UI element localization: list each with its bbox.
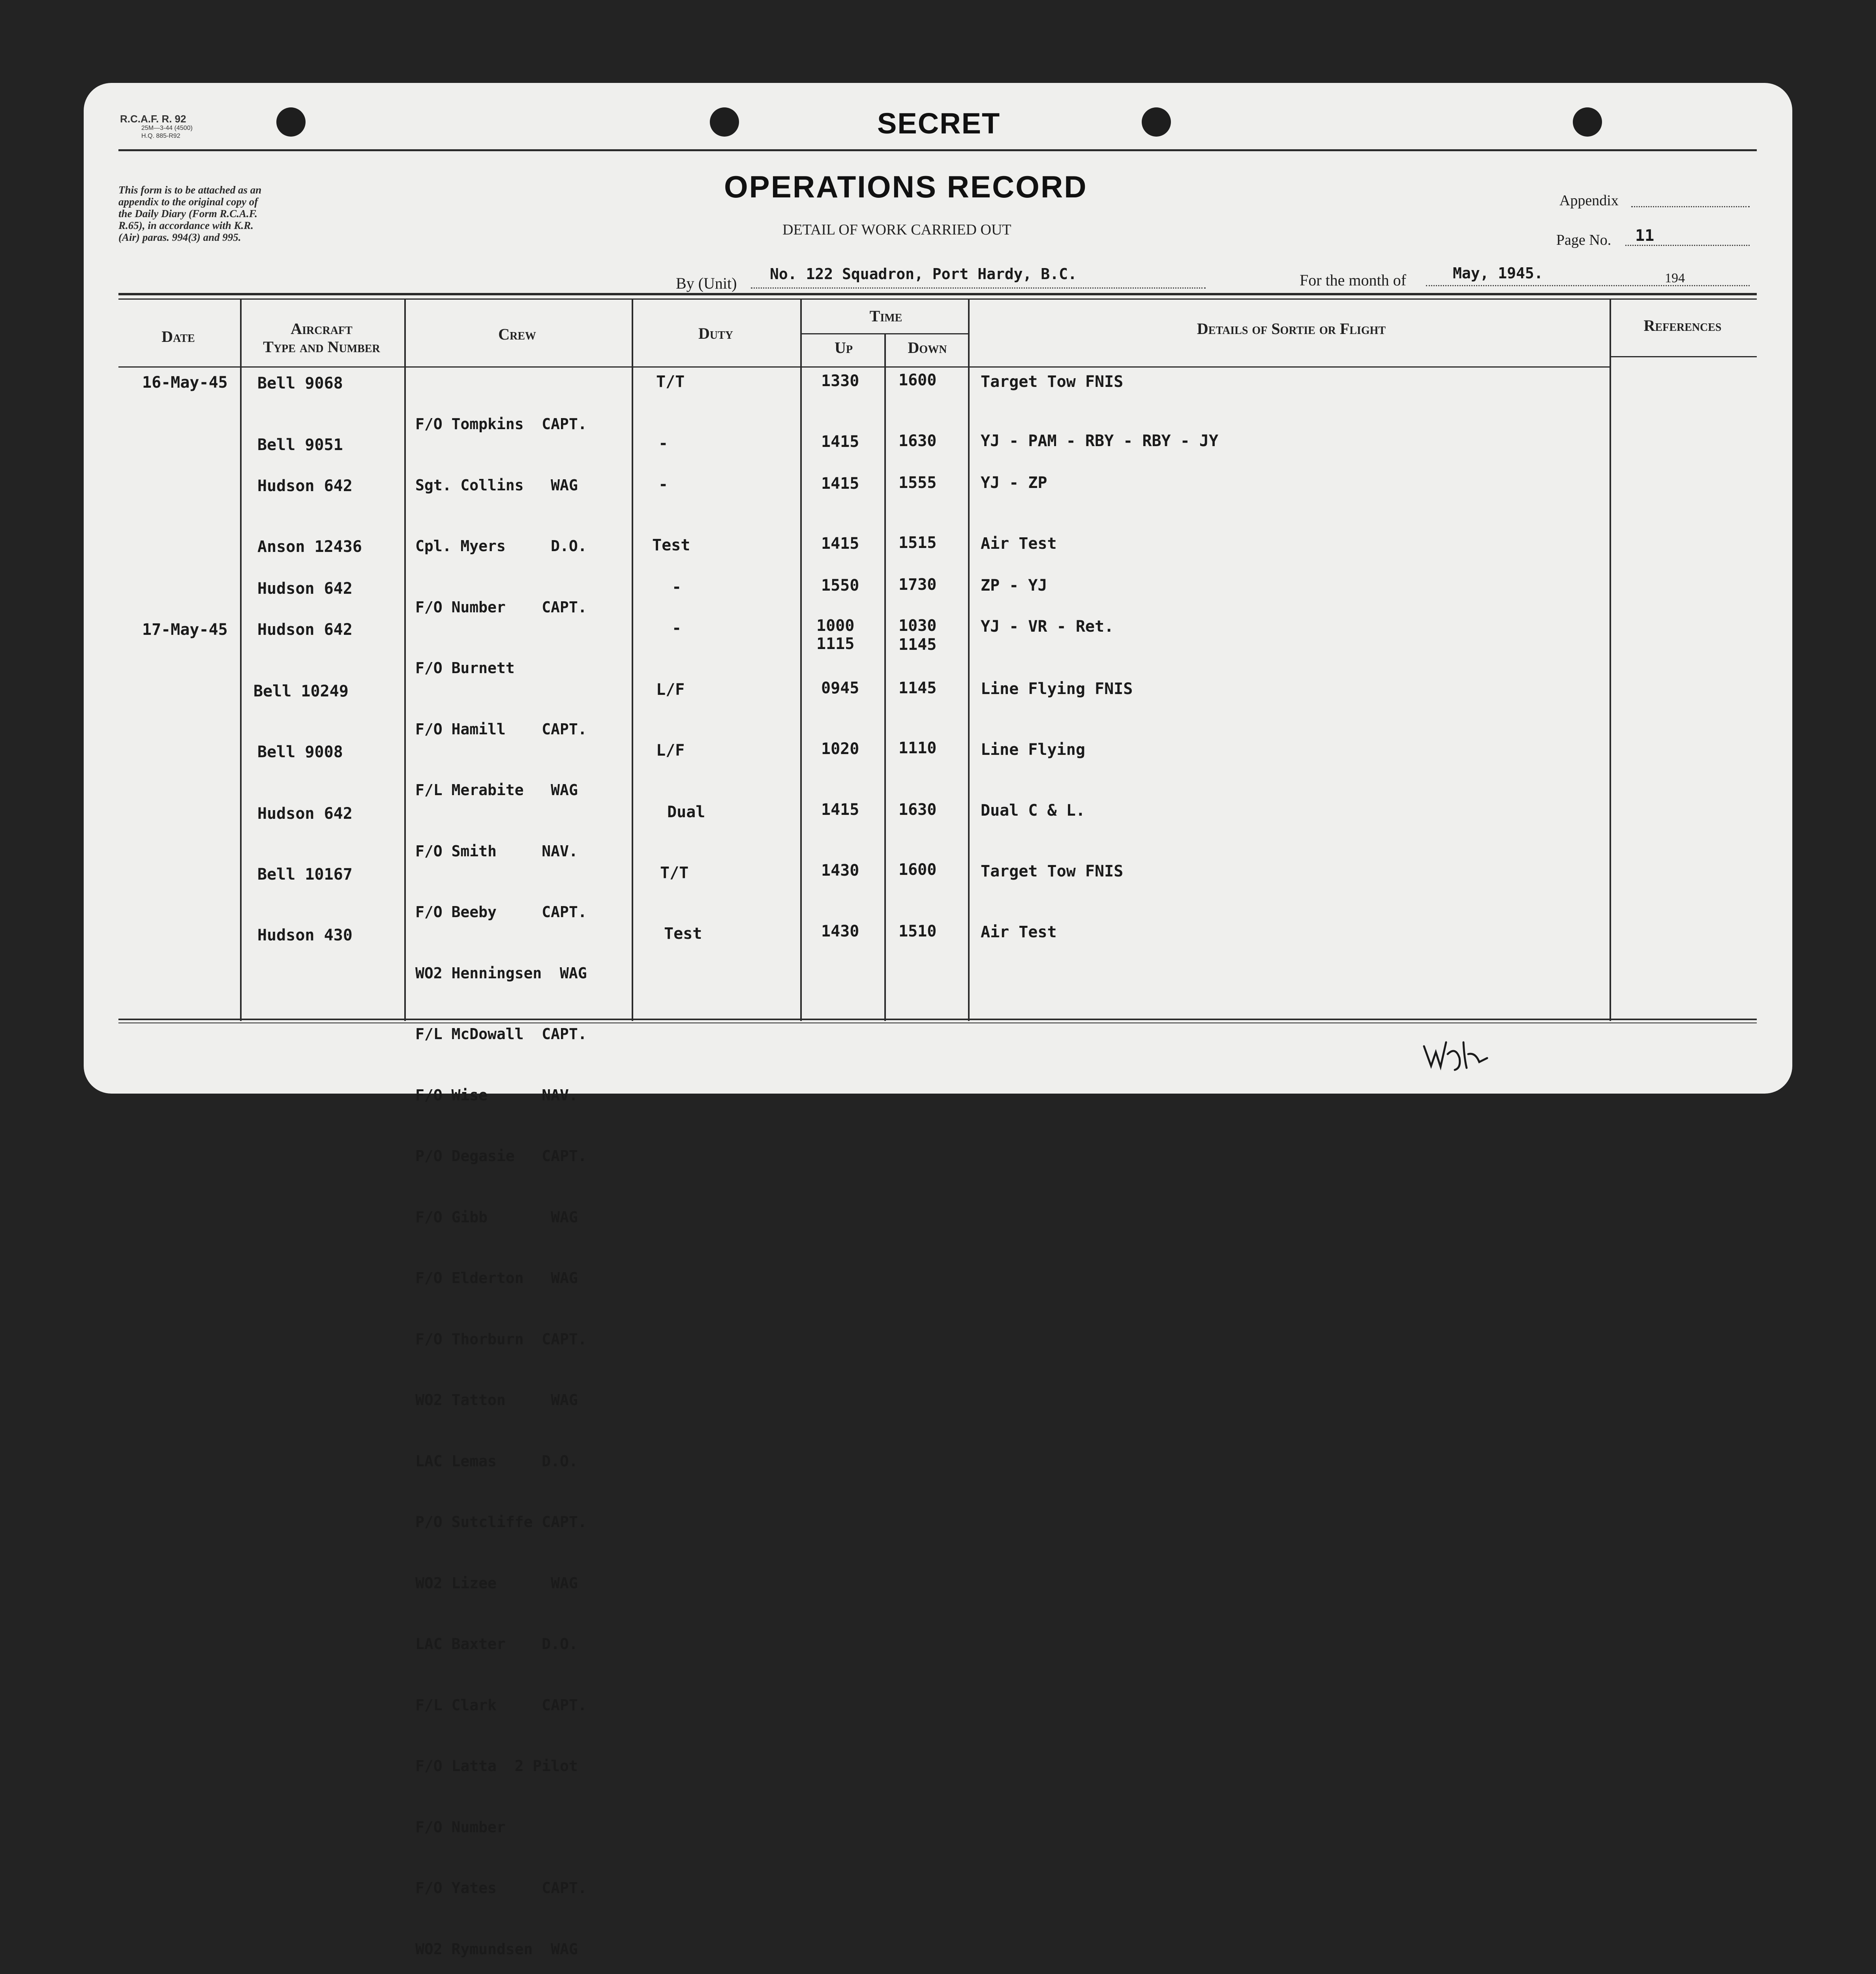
table-top-rule-2 [118,298,1757,300]
entry-details: Dual C & L. [981,801,1085,820]
crew-line: F/O Yates CAPT. [415,1879,587,1897]
crew-line: F/O Latta 2 Pilot [415,1757,578,1775]
crew-line: Cpl. Myers D.O. [415,537,587,555]
crew-line: F/O Number [415,1818,506,1836]
entry-up: 1430 [821,861,859,880]
entry-duty: T/T [656,373,685,391]
entry-details: Line Flying FNIS [981,680,1133,698]
operations-record-form [84,83,1792,1958]
note-line: (Air) paras. 994(3) and 995. [118,231,241,243]
month-field [1426,285,1750,286]
header-time: Time [869,307,902,325]
entry-duty: L/F [656,741,685,760]
entry-aircraft: Bell 10249 [253,682,349,700]
entry-up: 1430 [821,922,859,940]
entry-duty: Dual [667,803,705,821]
month-value: May, 1945. [1453,265,1543,282]
crew-line: LAC Baxter D.O. [415,1635,578,1653]
page-subtitle: DETAIL OF WORK CARRIED OUT [782,221,1011,238]
entry-details: YJ - PAM - RBY - RBY - JY [981,432,1219,450]
entry-down: 1630 [899,801,937,819]
entry-down: 1030 [899,617,937,635]
note-line: appendix to the original copy of [118,196,258,208]
crew-line: WO2 Henningsen WAG [415,964,587,982]
entry-down: 1515 [899,534,937,552]
entry-details: YJ - ZP [981,474,1047,492]
entry-aircraft: Bell 9008 [257,743,343,761]
entry-duty: Test [664,925,702,943]
entry-details: Target Tow FNIS [981,862,1124,880]
entry-aircraft: Hudson 642 [257,621,353,639]
crew-line: F/O Elderton WAG [415,1269,578,1287]
form-code: R.C.A.F. R. 92 [120,113,186,125]
crew-line: F/O Burnett [415,659,515,677]
unit-value: No. 122 Squadron, Port Hardy, B.C. [770,265,1077,283]
entry-up: 1415 [821,801,859,819]
note-line: the Daily Diary (Form R.C.A.F. [118,208,258,220]
secret-label: SECRET [877,107,1001,140]
entry-duty: - [672,578,682,596]
entry-down: 1145 [899,636,937,654]
entry-details: ZP - YJ [981,576,1047,595]
entry-aircraft: Bell 10167 [257,865,353,884]
page-number-value: 11 [1635,227,1655,245]
month-label: For the month of [1300,271,1406,289]
entry-up: 1115 [816,635,855,653]
time-subheader-rule [800,333,969,334]
form-code-line2: 25M—3-44 (4500) [141,125,193,131]
entry-duty: L/F [656,681,685,699]
appendix-field [1631,206,1750,207]
entry-date: 16-May-45 [142,373,228,392]
attachment-note [118,184,261,243]
crew-line: F/L Merabite WAG [415,781,578,799]
entry-down: 1630 [899,432,937,450]
entry-aircraft: Hudson 430 [257,926,353,944]
crew-line: WO2 Rymundsen WAG [415,1940,578,1958]
entry-down: 1145 [899,679,937,697]
page-title: OPERATIONS RECORD [724,169,1088,204]
entry-aircraft: Bell 9068 [257,374,343,392]
unit-label: By (Unit) [676,274,737,292]
punch-hole [1573,107,1602,137]
header-date: Date [161,328,195,345]
entry-down: 1555 [899,474,937,492]
entry-down: 1730 [899,576,937,594]
entry-aircraft: Hudson 642 [257,580,353,598]
page-field [1625,245,1750,246]
page-label: Page No. [1556,232,1611,248]
entry-up: 1550 [821,576,859,595]
entry-aircraft: Hudson 642 [257,477,353,495]
table-top-rule [118,293,1757,295]
entry-down: 1600 [899,371,937,389]
column-divider [968,299,970,1021]
header-up: Up [835,339,853,357]
crew-line: P/O Sutcliffe CAPT. [415,1513,587,1531]
column-divider [632,299,633,1021]
entry-up: 1020 [821,740,859,758]
signature-mark [1420,1030,1495,1074]
entry-duty: - [672,619,682,637]
entry-details: Air Test [981,923,1057,941]
crew-line: F/L Clark CAPT. [415,1696,587,1714]
header-references: References [1643,317,1722,334]
header-aircraft-line1: Aircraft [291,320,353,338]
crew-line: F/O Gibb WAG [415,1208,578,1226]
entry-up: 1415 [821,535,859,553]
note-line: R.65), in accordance with K.R. [118,220,254,231]
column-divider [240,299,242,1021]
entry-down: 1600 [899,861,937,879]
entry-details: Air Test [981,535,1057,553]
column-divider [1610,299,1611,1021]
crew-line: F/O Smith NAV. [415,842,578,860]
entry-duty: Test [652,536,690,554]
punch-hole [710,107,739,137]
unit-field [751,287,1206,289]
crew-line: F/O Number CAPT. [415,598,587,616]
column-divider [404,299,406,1021]
column-divider [800,299,802,1021]
entry-up: 1330 [821,372,859,390]
entry-details: Target Tow FNIS [981,373,1124,391]
header-crew: Crew [498,325,536,343]
appendix-label: Appendix [1559,192,1619,209]
header-details: Details of Sortie or Flight [1197,320,1386,338]
column-divider [884,334,886,1021]
entry-date: 17-May-45 [142,621,228,639]
form-code-line3: H.Q. 885-R92 [141,133,180,139]
header-bottom-rule [118,366,1611,368]
crew-list [415,373,587,1974]
entry-duty: T/T [660,864,689,882]
entry-up: 1000 [816,617,855,635]
crew-line: F/O Hamill CAPT. [415,720,587,738]
entry-duty: - [658,475,668,494]
top-rule [118,149,1757,151]
year-suffix: 194 [1665,271,1685,285]
punch-hole [276,107,306,137]
entry-up: 1415 [821,433,859,451]
crew-line: Sgt. Collins WAG [415,476,578,494]
entry-up: 0945 [821,679,859,697]
entry-details: YJ - VR - Ret. [981,617,1114,636]
entry-details: Line Flying [981,741,1085,759]
crew-line: F/O Wise NAV. [415,1086,578,1104]
punch-hole [1142,107,1171,137]
crew-line: P/O Degasie CAPT. [415,1147,587,1165]
crew-line: F/O Beeby CAPT. [415,903,587,921]
crew-line: LAC Lemas D.O. [415,1452,578,1470]
crew-line: WO2 Lizee WAG [415,1574,578,1592]
entry-aircraft: Anson 12436 [257,538,362,556]
header-aircraft [242,320,401,356]
entry-aircraft: Bell 9051 [257,436,343,454]
crew-line: F/O Tompkins CAPT. [415,415,587,433]
header-aircraft-line2: Type and Number [263,338,380,356]
entry-down: 1110 [899,739,937,757]
crew-line: F/L McDowall CAPT. [415,1025,587,1043]
note-line: This form is to be attached as an [118,184,262,196]
entry-duty: - [658,434,668,452]
entry-down: 1510 [899,922,937,940]
header-down: Down [908,339,947,357]
header-duty: Duty [698,325,733,342]
table-bottom-rule [118,1019,1757,1020]
crew-line: F/O Thorburn CAPT. [415,1330,587,1348]
entry-aircraft: Hudson 642 [257,805,353,823]
signature [1420,1030,1495,1074]
header-bottom-rule-refs [1610,356,1757,357]
entry-up: 1415 [821,475,859,493]
crew-line: WO2 Tatton WAG [415,1391,578,1409]
